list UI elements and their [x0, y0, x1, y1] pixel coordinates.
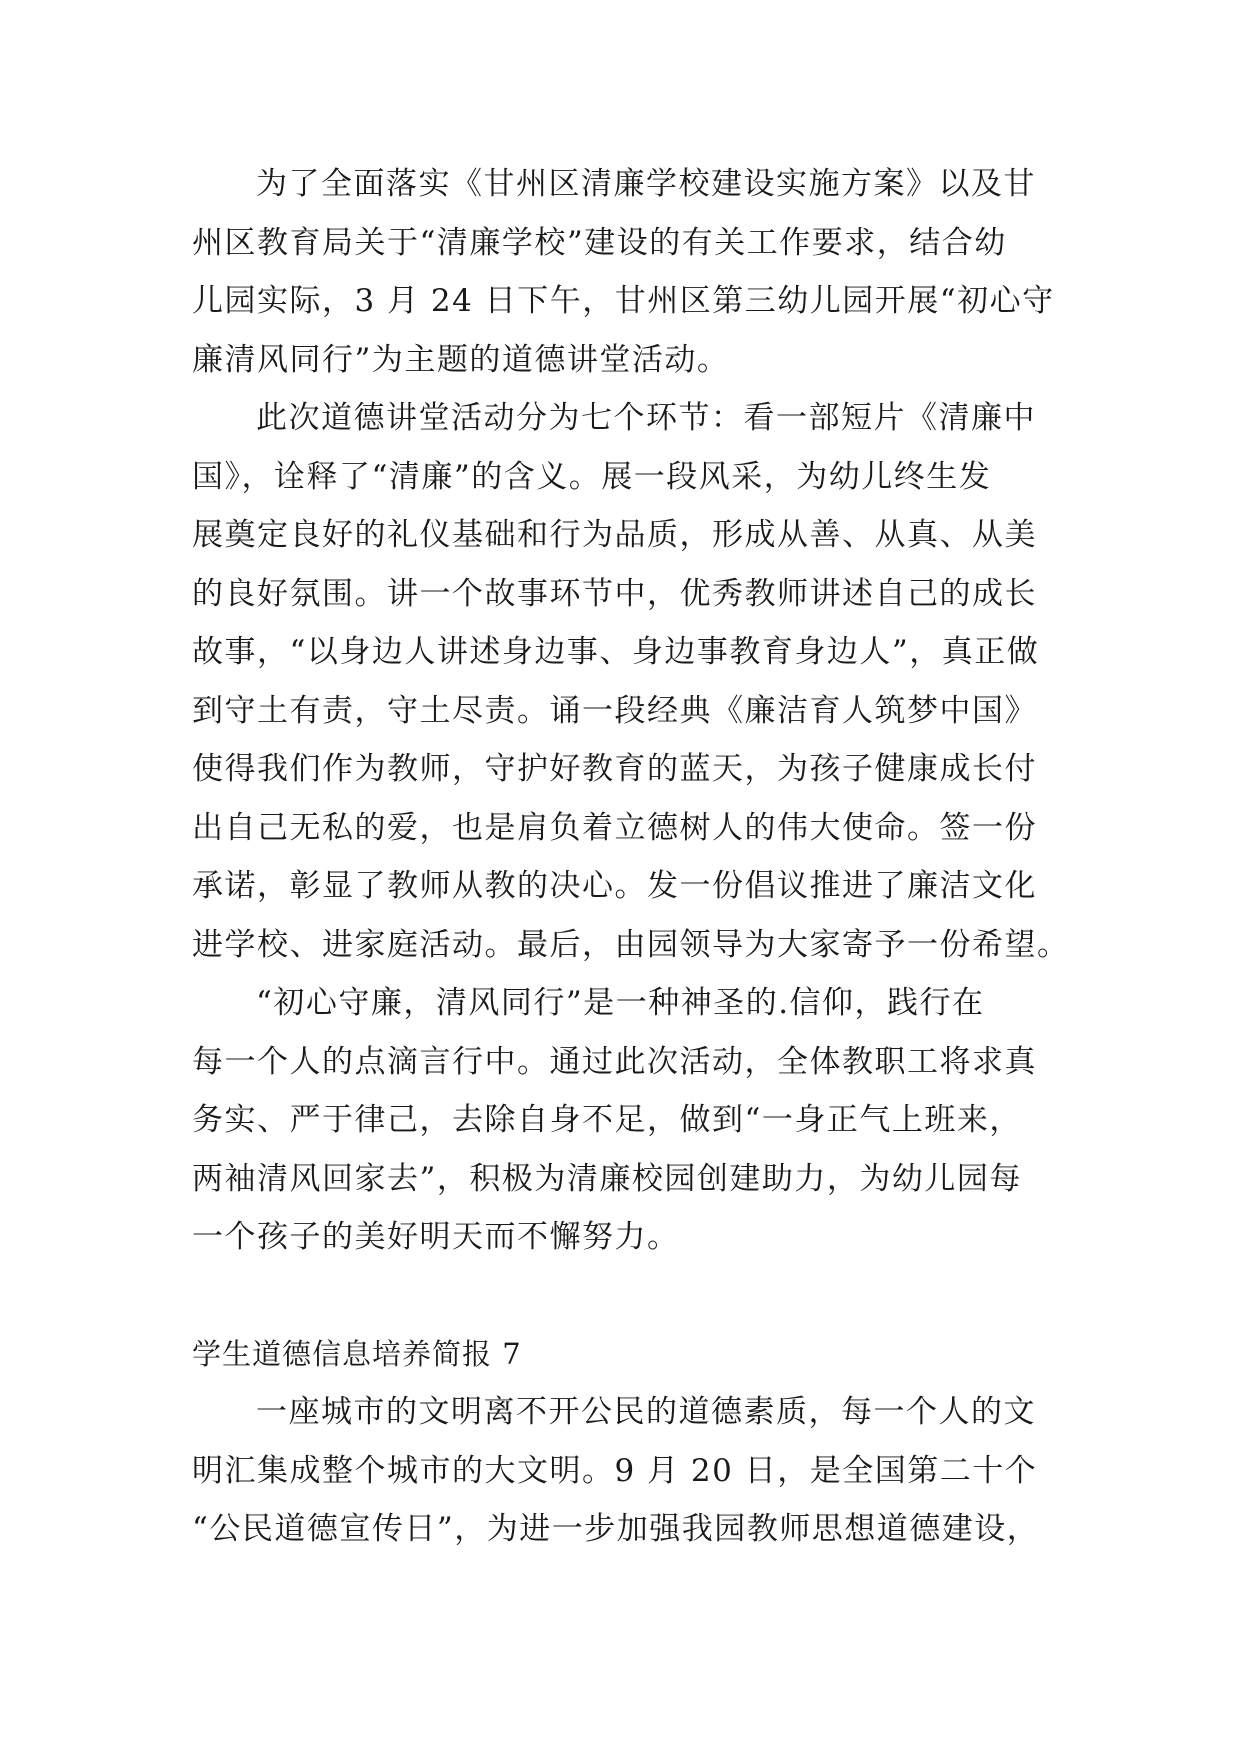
- paragraph-line: “公民道德宣传日”，为进一步加强我园教师思想道德建设，: [192, 1511, 1040, 1547]
- paragraph-line: 明汇集成整个城市的大文明。9 月 20 日，是全国第二十个: [192, 1452, 1038, 1489]
- paragraph-line: 展奠定良好的礼仪基础和行为品质，形成从善、从真、从美: [192, 517, 1037, 553]
- paragraph-line: 承诺，彰显了教师从教的决心。发一份倡议推进了廉洁文化: [192, 868, 1037, 904]
- paragraph-line: 廉清风同行”为主题的道德讲堂活动。: [192, 341, 730, 378]
- paragraph-4: [192, 1383, 1052, 1559]
- paragraph-line: 出自己无私的爱，也是肩负着立德树人的伟大使命。签一份: [192, 809, 1037, 846]
- paragraph-line: 国》，诠释了“清廉”的含义。展一段风采，为幼儿终生发: [192, 458, 992, 495]
- paragraph-line: 故事，“以身边人讲述身边事、身边事教育身边人”，真正做: [192, 634, 1040, 670]
- paragraph-line: 州区教育局关于“清廉学校”建设的有关工作要求，结合幼: [192, 224, 1007, 261]
- document-body: [192, 155, 1070, 1559]
- paragraph-line: 一座城市的文明离不开公民的道德素质，每一个人的文: [256, 1394, 1036, 1430]
- paragraph-line: 到守土有责，守土尽责。诵一段经典《廉洁育人筑梦中国》: [192, 692, 1037, 729]
- paragraph-line: 两袖清风回家去”，积极为清廉校园创建助力，为幼儿园每: [192, 1160, 1022, 1197]
- paragraph-line: 使得我们作为教师，守护好教育的蓝天，为孩子健康成长付: [192, 751, 1037, 787]
- section-heading: 学生道德信息培养简报 7: [192, 1336, 522, 1371]
- paragraph-2: [192, 389, 1070, 974]
- paragraph-line: 为了全面落实《甘州区清廉学校建设实施方案》以及甘: [256, 166, 1036, 202]
- paragraph-line: “初心守廉，清风同行”是一种神圣的.信仰，践行在: [256, 985, 985, 1021]
- paragraph-line: 务实、严于律己，去除自身不足，做到“一身正气上班来，: [192, 1102, 1022, 1138]
- paragraph-line: 儿园实际，3 月 24 日下午，甘州区第三幼儿园开展“初心守: [192, 283, 1055, 319]
- paragraph-1: [192, 155, 1055, 389]
- paragraph-line: 进学校、进家庭活动。最后，由园领导为大家寄予一份希望。: [192, 926, 1070, 963]
- paragraph-line: 一个孩子的美好明天而不懈努力。: [192, 1219, 680, 1255]
- paragraph-line: 此次道德讲堂活动分为七个环节：看一部短片《清廉中: [256, 400, 1036, 436]
- paragraph-line: 的良好氛围。讲一个故事环节中，优秀教师讲述自己的成长: [192, 575, 1037, 612]
- paragraph-line: 每一个人的点滴言行中。通过此次活动，全体教职工将求真: [192, 1043, 1037, 1080]
- paragraph-3: [192, 974, 1052, 1267]
